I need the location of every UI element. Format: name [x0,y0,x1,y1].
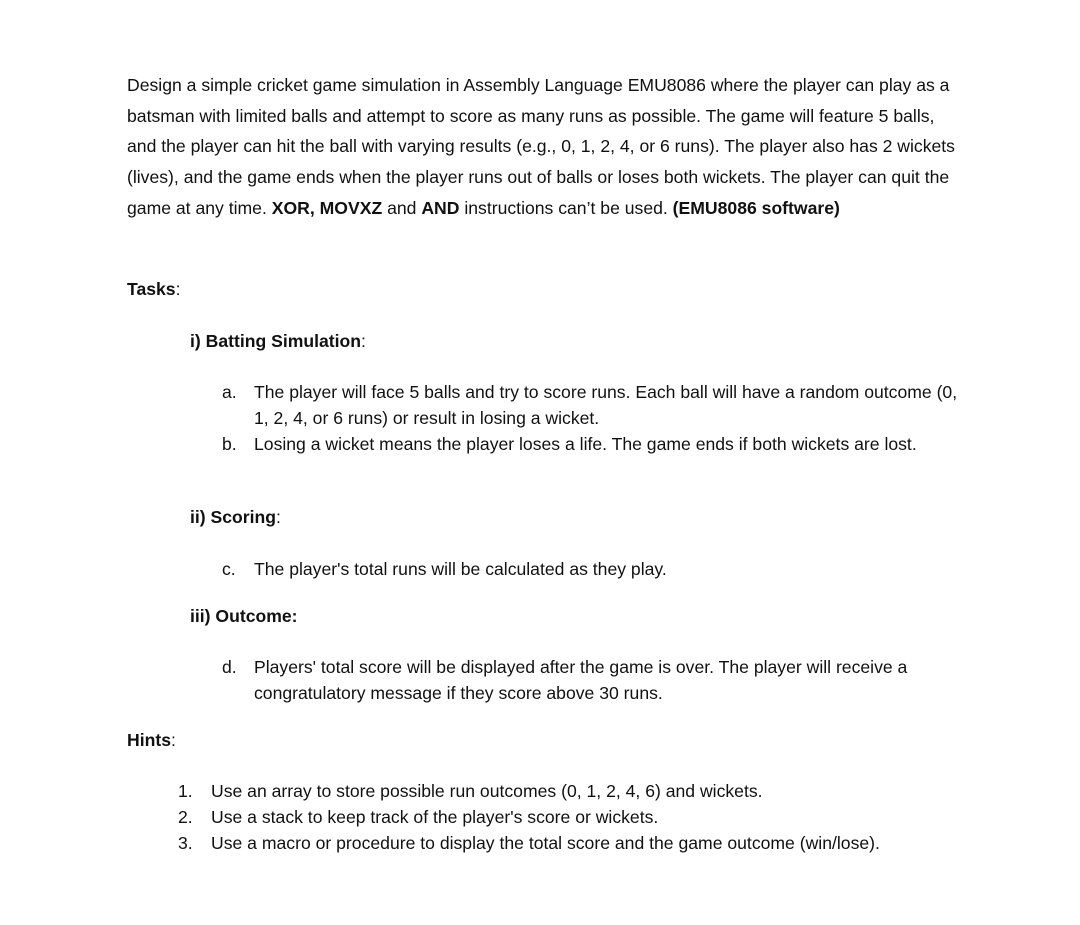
batting-simulation-heading [190,329,366,353]
tasks-heading-colon: : [175,279,181,299]
list-item [222,432,962,458]
outcome-label: iii) Outcome: [190,606,298,626]
list-marker: b. [222,434,237,454]
hint-item [178,805,968,831]
list-item [222,380,962,431]
list-marker: d. [222,657,237,677]
batting-simulation-label: i) Batting Simulation [190,331,362,351]
tasks-heading [127,277,180,301]
hint-marker: 3. [178,833,193,853]
problem-description [127,70,967,224]
hint-marker: 2. [178,807,193,827]
list-item-text: The player will face 5 balls and try to score runs. Each ball will have a random outcome (0, 1, 2, 4, or 6 runs) or result in losing a wicket. [254,382,958,428]
list-item [222,655,962,706]
intro-bold-instructions: XOR, MOVXZ [271,197,383,218]
intro-bold-software: (EMU8086 software) [672,197,840,218]
hint-text: Use a stack to keep track of the player's score or wickets. [211,807,659,827]
outcome-heading [190,604,298,628]
scoring-heading [190,505,281,529]
hint-text: Use a macro or procedure to display the total score and the game outcome (win/lose). [211,833,880,853]
hints-heading-colon: : [170,730,176,750]
list-item-text: Players' total score will be displayed after the game is over. The player will receive a congratulatory message if they score above 30 runs. [254,657,908,703]
hints-heading [127,728,176,752]
hint-item [178,831,968,857]
intro-text-1: Design a simple cricket game simulation in Assembly Language EMU8086 where the player can play as a batsman with limited balls and attempt to score as many runs as possible. The game will feature 5 balls, and the player can hit the ball with varying results (e.g., 0, 1, 2, 4, or 6 runs). The player also has 2 wickets (lives), and the game ends when the player runs out of balls or loses both wickets. The player can quit the game at any time. [127,75,955,218]
hint-text: Use an array to store possible run outcomes (0, 1, 2, 4, 6) and wickets. [211,781,763,801]
scoring-label: ii) Scoring [190,507,277,527]
intro-text-3: instructions can’t be used. [459,197,673,218]
intro-bold-and: AND [421,197,460,218]
list-item [222,557,962,583]
hint-item [178,779,968,805]
list-marker: a. [222,382,237,402]
list-marker: c. [222,559,236,579]
tasks-heading-label: Tasks [127,279,176,299]
intro-text-2: and [382,197,422,218]
list-item-text: The player's total runs will be calculated as they play. [254,559,667,579]
hints-heading-label: Hints [127,730,171,750]
hint-marker: 1. [178,781,193,801]
scoring-colon: : [276,507,281,527]
batting-simulation-colon: : [361,331,366,351]
list-item-text: Losing a wicket means the player loses a life. The game ends if both wickets are lost. [254,434,917,454]
